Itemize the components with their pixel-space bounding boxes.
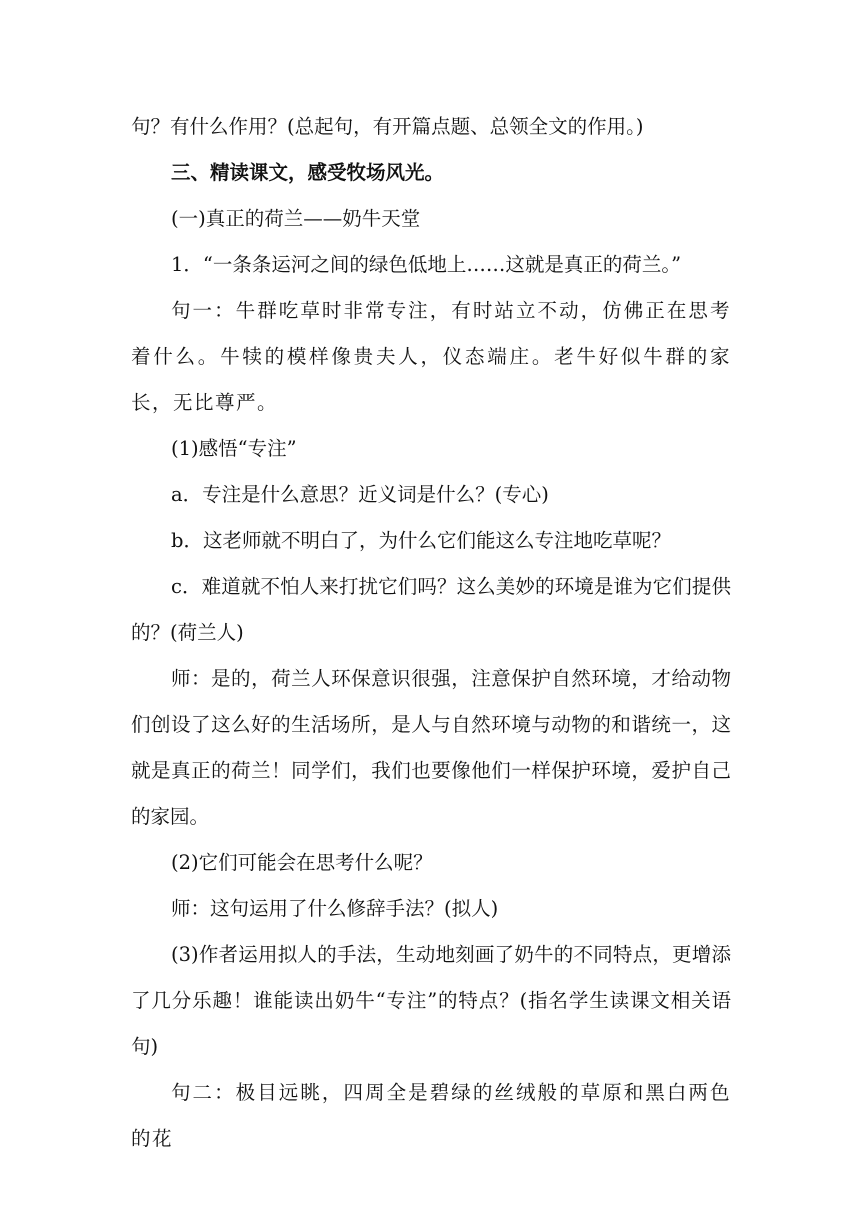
question-c: c．难道就不怕人来打扰它们吗？这么美妙的环境是谁为它们提供的？(荷兰人) <box>131 575 731 644</box>
paragraph-1: 句？有什么作用？(总起句，有开篇点题、总领全文的作用。) <box>131 115 644 138</box>
question-a: a．专注是什么意思？近义词是什么？(专心) <box>171 483 549 506</box>
subsection-heading: (一)真正的荷兰——奶牛天堂 <box>171 207 421 230</box>
point-3: (3)作者运用拟人的手法，生动地刻画了奶牛的不同特点，更增添了几分乐趣！谁能读出奶牛“专注”的特点？(指名学生读课文相关语句) <box>131 943 731 1058</box>
point-1: (1)感悟“专注” <box>171 437 297 460</box>
point-2: (2)它们可能会在思考什么呢？ <box>171 851 433 874</box>
question-b: b．这老师就不明白了，为什么它们能这么专注地吃草呢？ <box>171 529 671 552</box>
quote-item-1: 1．“一条条运河之间的绿色低地上……这就是真正的荷兰。” <box>171 253 682 276</box>
section-heading: 三、精读课文，感受牧场风光。 <box>171 161 445 184</box>
teacher-remark-1: 师：是的，荷兰人环保意识很强，注意保护自然环境，才给动物们创设了这么好的生活场所，是人与自然环境与动物的和谐统一，这就是真正的荷兰！同学们，我们也要像他们一样保护环境，爱护自己的家园。 <box>131 667 731 828</box>
document-body <box>131 104 731 1162</box>
sentence-two: 句二：极目远眺，四周全是碧绿的丝绒般的草原和黑白两色的花 <box>131 1081 731 1150</box>
sentence-one: 句一：牛群吃草时非常专注，有时站立不动，仿佛正在思考着什么。牛犊的模样像贵夫人，仪态端庄。老牛好似牛群的家长，无比尊严。 <box>131 299 731 414</box>
teacher-remark-2: 师：这句运用了什么修辞手法？(拟人) <box>171 897 499 920</box>
